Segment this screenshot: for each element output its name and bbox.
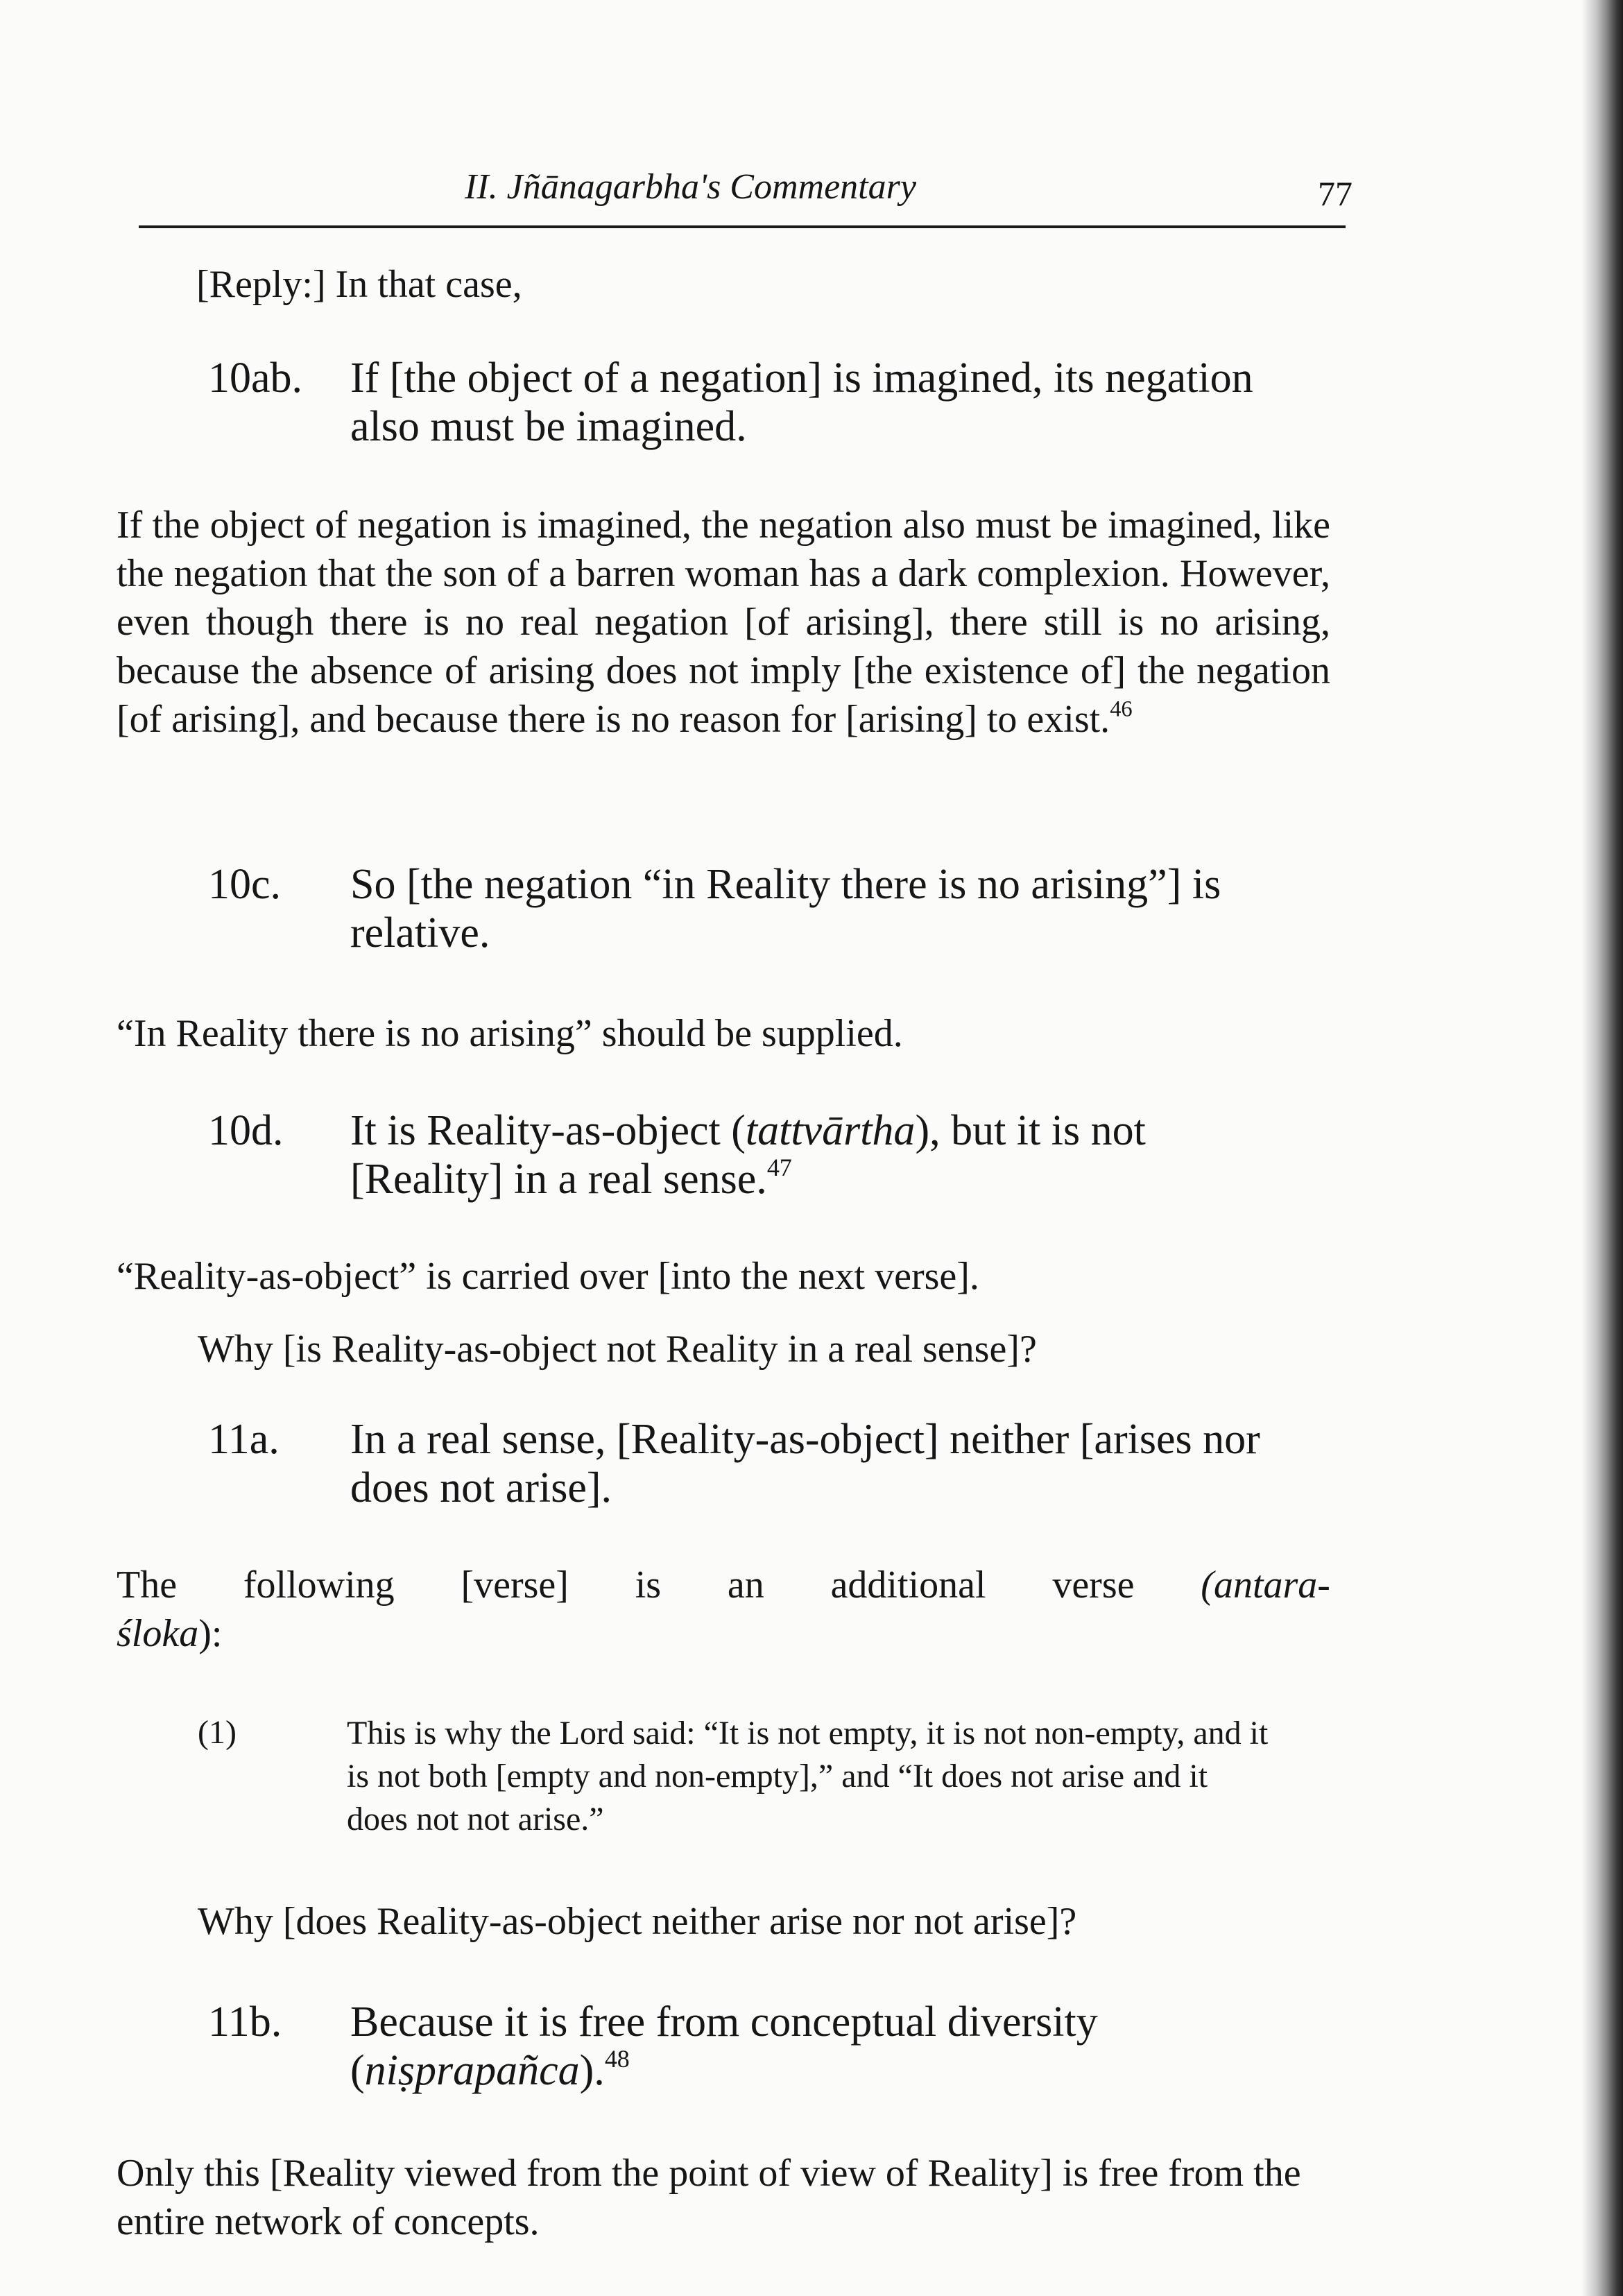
verse-text xyxy=(350,1998,1307,2095)
verse-text-part: ). xyxy=(579,2047,605,2094)
word: [verse] xyxy=(461,1563,569,1607)
verse-text xyxy=(350,1106,1307,1203)
word: The xyxy=(117,1563,178,1607)
footnote-ref: 48 xyxy=(604,2044,630,2073)
paragraph-text: If the object of negation is imagined, the negation also must be imagined, like the negation that the son of a barren woman has a dark complexion. However, even though there is no real negation [of arising], there still is no arising, because the absence of arising does not imply [the existence of] the negation [of arising], and because there is no reason for [arising] to exist. xyxy=(117,504,1330,741)
page-number: 77 xyxy=(1318,174,1352,213)
question-line: Why [is Reality-as-object not Reality in a real sense]? xyxy=(198,1328,1037,1371)
commentary-paragraph xyxy=(117,1561,1330,1658)
word: following xyxy=(243,1563,395,1607)
verse-number: 10d. xyxy=(208,1107,284,1154)
header-rule xyxy=(139,225,1346,228)
footnote-ref: 46 xyxy=(1110,696,1133,722)
quote-text: This is why the Lord said: “It is not empty, it is not non-empty, and it is not both [empty and non-empty],” and “It does not arise and it does not not arise.” xyxy=(347,1715,1269,1837)
question-line: Why [does Reality-as-object neither arise nor not arise]? xyxy=(198,1900,1077,1943)
word: verse xyxy=(1052,1563,1135,1607)
line xyxy=(117,1609,1330,1658)
verse-text: In a real sense, [Reality-as-object] neither [arises nor does not arise]. xyxy=(350,1416,1260,1511)
running-header xyxy=(139,160,1352,229)
sanskrit-term: tattvārtha xyxy=(745,1107,916,1154)
spread-line xyxy=(117,1561,1330,1609)
verse-number: 10ab. xyxy=(208,354,303,402)
commentary-paragraph xyxy=(117,501,1330,744)
commentary-paragraph: “Reality-as-object” is carried over [into the next verse]. xyxy=(117,1255,979,1298)
verse-number: 10c. xyxy=(208,861,282,908)
sanskrit-term: niṣprapañca xyxy=(364,2047,580,2094)
word: an xyxy=(727,1563,764,1607)
commentary-paragraph: Only this [Reality viewed from the point of view of Reality] is free from the entire network of concepts. xyxy=(117,2152,1301,2243)
verse-number: 11a. xyxy=(208,1416,280,1463)
word: additional xyxy=(830,1563,986,1607)
footnote-ref: 47 xyxy=(766,1153,792,1181)
verse-text-part: ), but it is not [Reality] in a real sense. xyxy=(350,1107,1146,1203)
running-title: II. Jñānagarbha's Commentary xyxy=(465,167,916,207)
commentary-paragraph: “In Reality there is no arising” should be supplied. xyxy=(117,1012,903,1055)
sanskrit-term: (antara- xyxy=(1201,1563,1330,1607)
word: is xyxy=(635,1563,662,1607)
verse-text-part: Because it is free from conceptual diversity ( xyxy=(350,1998,1098,2094)
sanskrit-term: śloka xyxy=(117,1612,199,1655)
reply-line: [Reply:] In that case, xyxy=(196,263,522,306)
verse-text: So [the negation “in Reality there is no arising”] is relative. xyxy=(350,861,1221,957)
quote-number: (1) xyxy=(198,1714,237,1751)
verse-number: 11b. xyxy=(208,1998,282,2046)
verse-text-part: It is Reality-as-object ( xyxy=(350,1107,746,1154)
punctuation: ): xyxy=(198,1612,223,1655)
book-spine-shadow xyxy=(1581,0,1623,2296)
verse-text: If [the object of a negation] is imagined, its negation also must be imagined. xyxy=(350,354,1253,450)
